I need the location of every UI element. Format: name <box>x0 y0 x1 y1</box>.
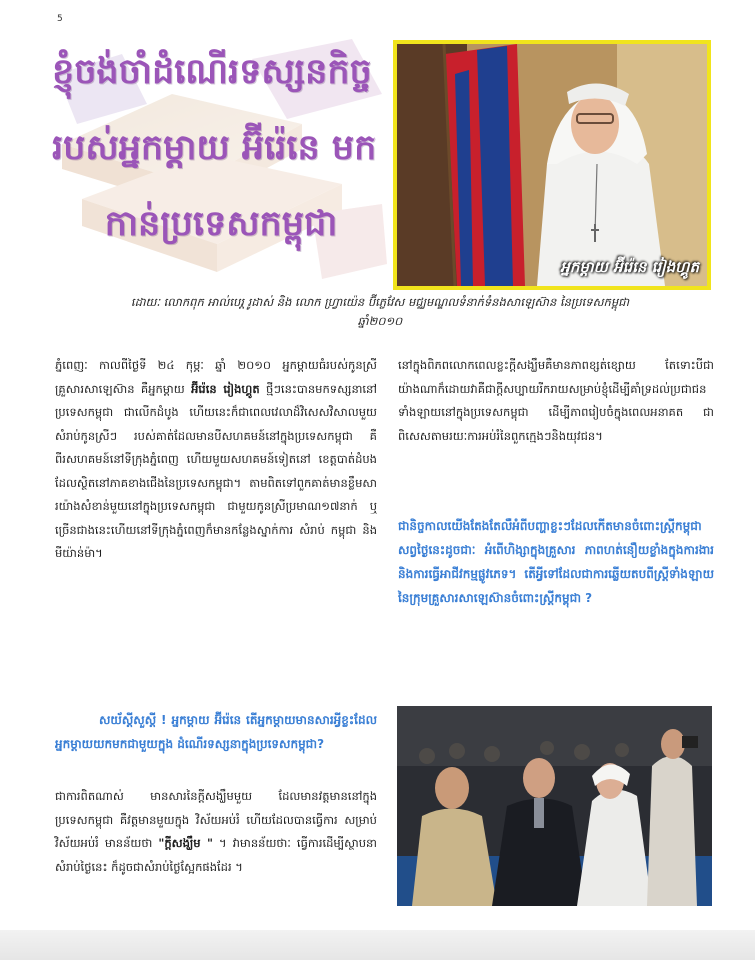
byline-authors: ដោយៈ លោកពុក អាល់បេរ្ត រូដាស់ និង លោក ហ្វ្រាយ៉េន ប៊ីភ្លេវែស មជ្ឈមណ្ឌលទំនាក់ទំនងសាឡេស៊ាន នៃប្រទេសកម្ពុជា <box>130 295 630 309</box>
right-paragraph: នៅក្នុងពិភពលោកពេលខ្លះក្ដីសង្ឃឹមគឺមានភាពខ្សត់ខ្សោយ តែទោះបីជាយ៉ាងណាក៏ដោយវាគឺជាក្ដីសប្បាយរីករាយសម្រាប់ខ្ញុំដើម្បីគាំទ្រដល់ប្រជាជនទាំងឡាយនៅក្នុងប្រទេសកម្ពុជា ដើម្បីភាពរៀបចំក្នុងពេលអនាគត ជាពិសេសតាមរយៈការអប់រំនៃពួកក្មេងៗនិងយុវជន។ <box>398 358 714 443</box>
right-column-paragraph-1 <box>398 354 714 448</box>
intro-text-rest: ថ្មីៗនេះបានមកទស្សនានៅប្រទេសកម្ពុជា ជាលើកដំបូង ហើយនេះក៏ជាពេលវេលាដ៏វិសេសវិសាលមួយ សំរាប់កូនស្រីៗ របស់គាត់ដែលមានបីសហគមន៍នៅក្នុងប្រទេសកម្ពុជា គឺពីរសហគមន៍នៅទីក្រុងភ្នំពេញ ហើយមួយសហគមន៍ទៀតនៅ ខេត្តបាត់ដំបងដែលស្ថិតនៅភាគខាងជើងនៃប្រទេសកម្ពុជា។ តាមពិតទៅពួកគាត់មានខ្លឹមសារយ៉ាងសំខាន់មួយនៅក្នុងប្រទេសកម្ពុជា ជាមួយកូនស្រីប្រមាណ១៧នាក់ ឬច្រើនជាងនេះហើយនៅទីក្រុងភ្នំពេញក៏មានកន្លែងស្នាក់ការ សំរាប់ កម្ពុជា និង មីយ៉ាន់ម៉ា។ <box>55 381 377 560</box>
bottom-photo <box>397 706 712 906</box>
page-number: 5 <box>57 14 63 24</box>
title-line-3: កាន់ប្រទេសកម្ពុជា <box>104 203 338 244</box>
intro-text: ភ្នំពេញៈ កាលពីថ្ងៃទី ២៤ កុម្ភៈ ឆ្នាំ ២០១០ អ្នកម្ដាយធំរបស់កូនស្រី គ្រួសារសាឡេស៊ាន គឺអ្នកម្ដាយ <box>55 358 377 396</box>
left-column-paragraph-1 <box>55 354 377 566</box>
top-photo-caption: អ្នកម្ដាយ អ៊ីរ៉េនេ រៀងហ្គូត <box>560 258 699 276</box>
left-question <box>55 708 377 756</box>
byline <box>60 293 700 331</box>
byline-year: ឆ្នាំ២០១០ <box>357 314 403 328</box>
page-bottom-strip <box>0 930 755 960</box>
right-question: ជានិច្ចកាលយើងតែងតែលឺអំពីបញ្ហាខ្លះៗដែលកើតមានចំពោះស្ត្រីកម្ពុជាសព្វថ្ងៃនេះដូចជាៈ អំពើហិង្សាក្នុងគ្រួសារ ភាពហត់នឿយខ្លាំងក្នុងការងារ និងការធ្វើអាជីវកម្មផ្លូវភេទ។ តើអ្វីទៅដែលជាការឆ្លើយតបពីស្ត្រីទាំងឡាយនៃក្រុមគ្រួសារសាឡេស៊ានចំពោះស្ត្រីកម្ពុជា ? <box>398 519 714 605</box>
mother-name: អ៊ីរ៉េនេ រៀងហ្គូត <box>191 381 260 396</box>
audience-illustration <box>397 706 712 906</box>
title-block <box>52 34 390 288</box>
top-photo <box>393 40 711 290</box>
nun-with-flag-illustration <box>397 44 707 286</box>
hope-quote: "ក្ដីសង្ឃឹម " <box>158 836 213 850</box>
answer-text: ជាការពិតណាស់ មានសារនៃក្ដីសង្ឃឹមមួយ ដែលមានវត្តមាននៅក្នុងប្រទេសកម្ពុជា គឺវត្តមានមួយក្នុង វិស័យអប់រំ ហើយដែលបានធ្វើការ សម្រាប់វិស័យអប់រំ មានន័យថា <box>55 789 377 850</box>
title-line-1: ខ្ញុំចង់ចាំដំណើរទស្សនកិច្ច <box>52 51 372 92</box>
left-answer <box>55 785 377 879</box>
answer-text-rest: ។ វាមានន័យថាៈ ធ្វើការដើម្បីស្ថាបនាសំរាប់ថ្ងៃនេះ ក៏ដូចជាសំរាប់ថ្ងៃស្អែកផងដែរ ។ <box>55 836 378 874</box>
left-question-text: សយ័ស្ដីសួស្ដី ! អ្នកម្ដាយ អ៊ីរ៉េនេ តើអ្នកម្ដាយមានសារអ្វីខ្លះដែលអ្នកម្ដាយយកមកជាមួយក្នុង ដំណើរទស្សនាក្នុងប្រទេសកម្ពុជា? <box>55 713 377 751</box>
title-line-2: របស់អ្នកម្ដាយ អ៊ីរ៉េនេ មក <box>52 127 377 168</box>
article-title <box>52 34 390 262</box>
